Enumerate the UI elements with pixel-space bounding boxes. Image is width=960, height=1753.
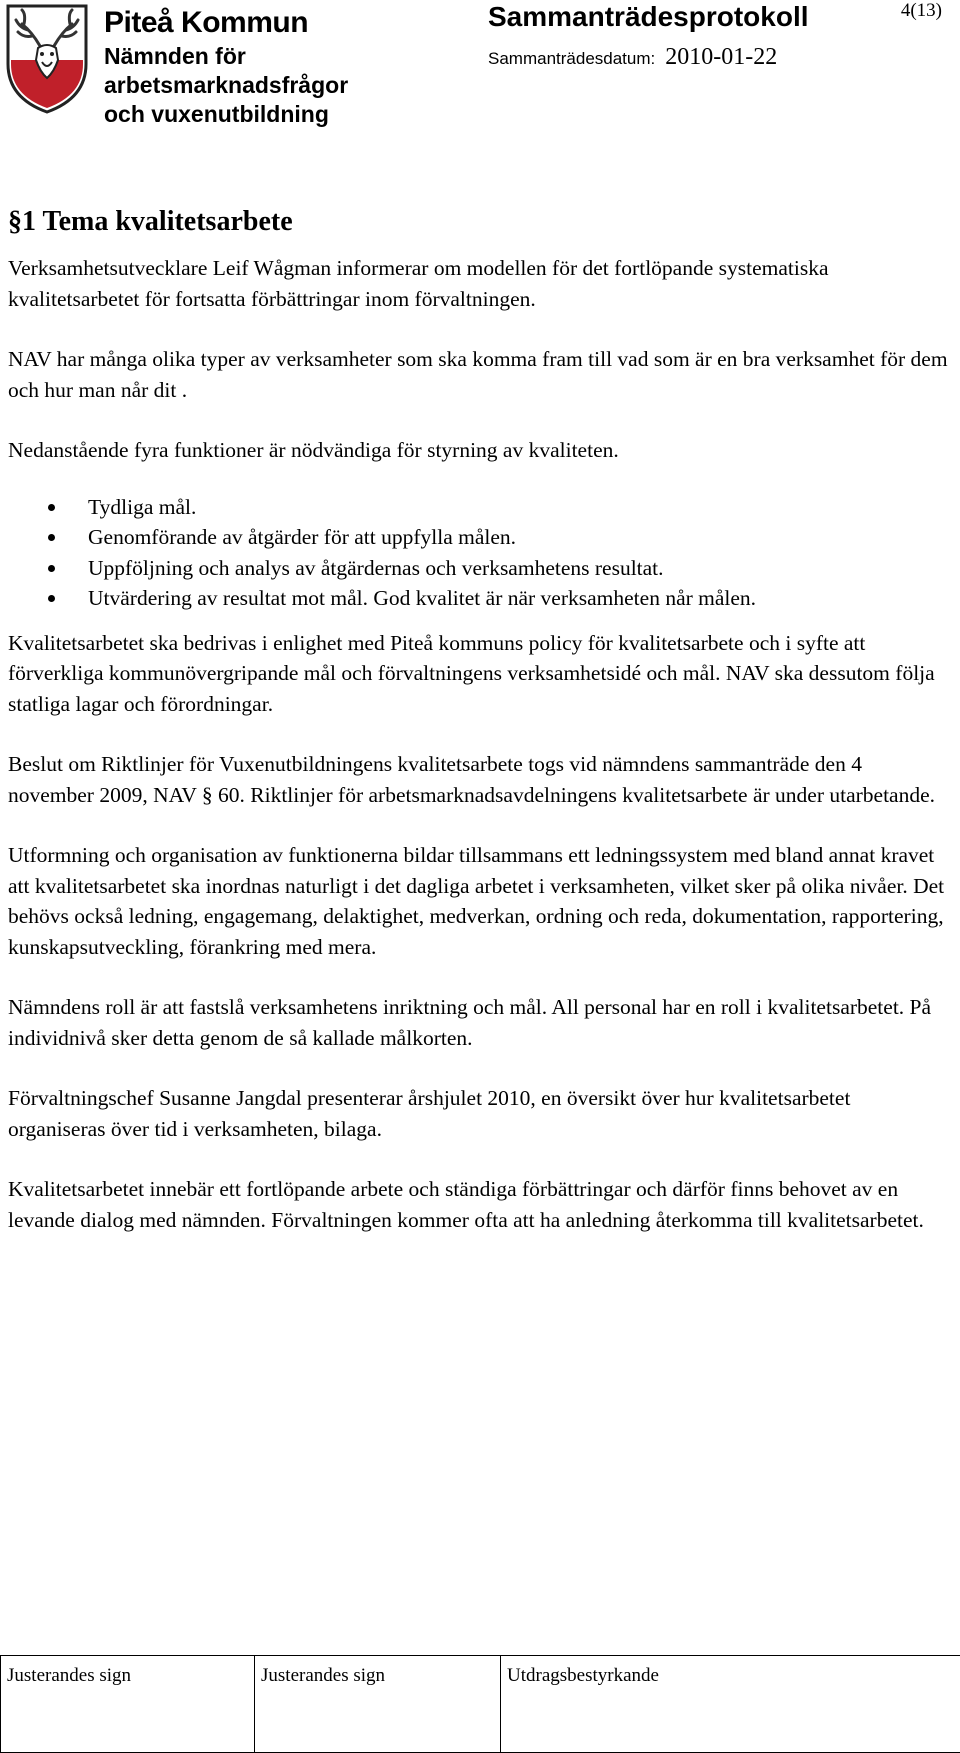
meeting-date-label: Sammanträdesdatum:: [488, 49, 656, 68]
committee-name: [104, 42, 348, 129]
bullet-icon: [48, 504, 55, 511]
municipality-name: Piteå Kommun: [104, 6, 309, 39]
signature-cell-adjuster-1: Justerandes sign: [1, 1656, 255, 1753]
committee-line: Nämnden för: [104, 43, 246, 69]
paragraph: Verksamhetsutvecklare Leif Wågman informerar om modellen för det fortlöpande systematiska kvalitetsarbetet för fortsatta förbättringar inom förvaltningen.: [8, 256, 829, 311]
paragraph: Utformning och organisation av funktionerna bildar tillsammans ett ledningssystem med bland annat kravet att kvalitetsarbetet ska inordnas naturligt i det dagliga arbetet i verksamheten, vilket sker på olika nivåer. Det behövs också ledning, engagemang, delaktighet, medverkan, ordning och reda, dokumentation, rapportering, kunskapsutveckling, förankring med mera.: [8, 843, 945, 959]
paragraph: Nämndens roll är att fastslå verksamhetens inriktning och mål. All personal har en roll i kvalitetsarbetet. På individnivå sker detta genom de så kallade målkorten.: [8, 995, 932, 1050]
list-item: [8, 553, 953, 584]
paragraph: Förvaltningschef Susanne Jangdal presenterar årshjulet 2010, en översikt över hur kvalitetsarbetet organiseras över tid i verksamheten, bilaga.: [8, 1086, 851, 1141]
signature-table: [0, 1655, 960, 1753]
section-title: §1 Tema kvalitetsarbete: [8, 206, 293, 237]
paragraph: NAV har många olika typer av verksamheter som ska komma fram till vad som är en bra verksamhet för dem och hur man når dit .: [8, 347, 948, 402]
list-item: [8, 522, 953, 553]
paragraph: Beslut om Riktlinjer för Vuxenutbildningens kvalitetsarbete togs vid nämndens sammanträde den 4 november 2009, NAV § 60. Riktlinjer för arbetsmarknadsavdelningens kvalitetsarbete är under utarbetande.: [8, 752, 936, 807]
paragraph: Kvalitetsarbetet innebär ett fortlöpande arbete och ständiga förbättringar och därför finns behovet av en levande dialog med nämnden. Förvaltningen kommer ofta att ha anledning återkomma till kvalitetsarbetet.: [8, 1177, 924, 1232]
signature-cell-certification: Utdragsbestyrkande: [501, 1656, 960, 1753]
list-item-text: Utvärdering av resultat mot mål. God kvalitet är när verksamheten når målen.: [88, 586, 757, 610]
page-number: 4(13): [900, 0, 942, 21]
protocol-section: [8, 205, 953, 1265]
paragraph: Kvalitetsarbetet ska bedrivas i enlighet med Piteå kommuns policy för kvalitetsarbete och i syfte att förverkliga kommunövergripande mål och förvaltningens verksamhetsidé och mål. NAV ska dessutom följa statliga lagar och förordningar.: [8, 630, 935, 716]
list-item-text: Uppföljning och analys av åtgärdernas och verksamhetens resultat.: [88, 555, 664, 580]
bullet-icon: [48, 534, 55, 541]
meeting-date-value: 2010-01-22: [665, 44, 778, 70]
paragraph: Nedanstående fyra funktioner är nödvändiga för styrning av kvaliteten.: [8, 438, 619, 462]
meeting-date: [488, 44, 777, 71]
quality-functions-list: [8, 492, 953, 614]
committee-line: arbetsmarknadsfrågor: [104, 72, 349, 98]
bullet-icon: [48, 565, 55, 572]
list-item: [8, 492, 953, 523]
signature-cell-adjuster-2: Justerandes sign: [255, 1656, 501, 1753]
list-item: [8, 583, 953, 614]
reindeer-crest-icon: [2, 2, 92, 114]
protocol-title: Sammanträdesprotokoll: [488, 1, 809, 32]
committee-line: och vuxenutbildning: [104, 101, 329, 127]
bullet-icon: [48, 595, 55, 602]
list-item-text: Genomförande av åtgärder för att uppfylla målen.: [88, 525, 517, 549]
list-item-text: Tydliga mål.: [88, 494, 197, 519]
